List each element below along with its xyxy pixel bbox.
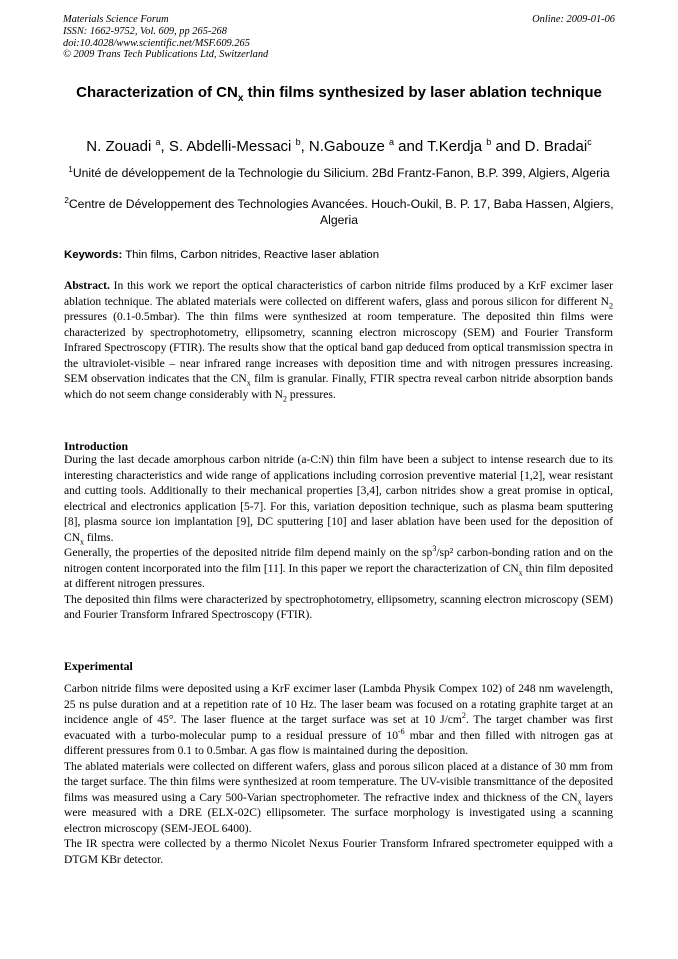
online-date: Online: 2009-01-06 xyxy=(532,14,615,25)
body-text: Carbon nitride films were deposited using a KrF excimer laser (Lambda Physik Compex 102) of 248 nm wavelength, 25 ns pulse duration and at a repetition rate of 10 Hz. The laser beam was focused on a rotating graphite target at an incidence angle of 45°. The laser fluence at the target surface was set at 10 J/cm xyxy=(64,683,613,726)
subscript: x xyxy=(246,378,251,388)
abstract-label: Abstract. xyxy=(64,280,110,292)
exp-paragraph-3: The IR spectra were collected by a thermo Nicolet Nexus Fourier Transform Infrared spectrometer equipped with a DTGM KBr detector. xyxy=(64,838,613,866)
affiliation-1 xyxy=(63,162,615,182)
author-separator: , xyxy=(160,138,169,155)
superscript: -6 xyxy=(397,726,405,736)
affiliation-2 xyxy=(63,193,615,228)
keywords-label: Keywords: xyxy=(64,249,123,261)
author-affil-mark: a xyxy=(155,137,161,147)
introduction-body xyxy=(64,453,613,624)
body-text: The ablated materials were collected on different wafers, glass and porous silicon placed at a distance of 30 mm from the target surface. The thin films were synthesized at room temperature. The UV-visible transmittance of the deposited films was measured using a Cary 500-Varian spectrophometer. The refractive index and thickness of the CN xyxy=(64,760,613,804)
subscript: 2 xyxy=(283,393,288,403)
introduction-heading: Introduction xyxy=(64,439,129,453)
exp-paragraph-2 xyxy=(64,760,613,838)
intro-paragraph-2 xyxy=(64,546,613,593)
body-text: /sp² carbon-bonding ration and on the nitrogen content incorporated into the film [11]. In this paper we report the characterization of CN xyxy=(64,547,613,575)
abstract-text: In this work we report the optical characteristics of carbon nitride films produced by a KrF excimer laser ablation technique. The ablated materials were collected on different wafers, glass and porous silicon for different N xyxy=(64,280,613,308)
subscript: x xyxy=(518,567,523,577)
author-5 xyxy=(525,138,592,155)
author-list xyxy=(50,132,628,157)
subscript: 2 xyxy=(609,300,613,310)
title-text-2: thin films synthesized by laser ablation technique xyxy=(243,84,602,101)
keywords-text: Thin films, Carbon nitrides, Reactive laser ablation xyxy=(122,249,380,261)
author-name: D. Bradai xyxy=(524,138,588,155)
journal-header xyxy=(63,14,615,61)
author-affil-mark: c xyxy=(587,137,592,147)
body-text: mbar and then filled with nitrogen gas at different pressures from 0.1 to 0.5mbar. A gas flow is maintained during the deposition. xyxy=(64,729,613,757)
superscript: 3 xyxy=(432,544,437,554)
body-text: films. xyxy=(84,531,114,544)
author-1 xyxy=(86,138,169,155)
superscript: 2 xyxy=(461,711,466,721)
body-text: . The target chamber was first evacuated with a turbo-molecular pump to a residual pressure of 10 xyxy=(64,714,613,742)
issn-line: ISSN: 1662-9752, Vol. 609, pp 265-268 xyxy=(63,25,227,37)
affiliation-text: Centre de Développement des Technologies Avancées. Houch-Oukil, B. P. 17, Baba Hassen, Algiers, Algeria xyxy=(68,197,614,227)
exp-paragraph-1 xyxy=(64,682,613,760)
body-text: thin film deposited at different nitrogen pressures. xyxy=(64,562,613,590)
author-4 xyxy=(427,138,525,155)
subscript: x xyxy=(577,796,582,806)
author-name: T.Kerdja xyxy=(427,138,487,155)
doi-line: doi:10.4028/www.scientific.net/MSF.609.265 xyxy=(63,37,250,49)
body-text: Generally, the properties of the deposited nitride film depend mainly on the sp xyxy=(64,547,433,559)
author-separator: and xyxy=(491,138,525,155)
body-text: layers were measured with a DRE (ELX-02C) ellipsometer. The surface morphology is investigated using a scanning electron microscopy (SEM-JEOL 6400). xyxy=(64,791,613,835)
copyright-line: © 2009 Trans Tech Publications Ltd, Switzerland xyxy=(63,49,269,61)
journal-name: Materials Science Forum xyxy=(63,14,169,25)
experimental-heading: Experimental xyxy=(64,659,133,673)
author-name: S. Abdelli-Messaci xyxy=(168,138,296,155)
keywords xyxy=(64,248,615,262)
author-separator: and xyxy=(393,138,428,155)
author-affil-mark: b xyxy=(295,137,301,147)
abstract-paragraph xyxy=(64,279,613,403)
author-affil-mark: a xyxy=(388,137,394,147)
author-separator: , xyxy=(300,138,309,155)
abstract-text: pressures. xyxy=(287,388,336,401)
experimental-body xyxy=(64,682,613,868)
author-name: N. Zouadi xyxy=(86,138,156,155)
author-2 xyxy=(169,138,309,155)
affiliation-mark: 2 xyxy=(64,196,69,205)
affiliation-mark: 1 xyxy=(68,165,73,174)
intro-paragraph-1 xyxy=(64,453,613,546)
author-name: N.Gabouze xyxy=(308,138,389,155)
author-affil-mark: b xyxy=(486,137,492,147)
abstract-text: film is granular. Finally, FTIR spectra reveal carbon nitride absorption bands which do not seem change considerably with N xyxy=(64,373,613,401)
title-text: Characterization of CN xyxy=(76,84,238,101)
affiliation-text: Unité de développement de la Technologie du Silicium. 2Bd Frantz-Fanon, B.P. 399, Algiers, Algeria xyxy=(72,166,610,181)
author-3 xyxy=(309,138,427,155)
title-subscript: x xyxy=(237,93,244,104)
body-text: During the last decade amorphous carbon nitride (a-C:N) thin film have been a subject to intense research due to its interesting characteristics and wide range of applications including corrosion preventive material [1,2], wear resistant and cutting tools. Additionally to their mechanical properties [3,4], carbon nitrides show a great promise in optical, electrical and electronics application [5-7]. For this, variation deposition technique, such as plasma beam sputtering [8], plasma source ion implantation [9], DC sputtering [10] and laser ablation have been used for the deposition of CN xyxy=(64,454,613,544)
paper-title xyxy=(63,80,615,112)
intro-paragraph-3: The deposited thin films were characterized by spectrophotometry, ellipsometry, scanning electron microscopy (SEM) and Fourier Transform Infrared Spectroscopy (FTIR). xyxy=(64,593,613,621)
subscript: x xyxy=(80,536,85,546)
abstract-text: pressures (0.1-0.5mbar). The thin films were synthesized at room temperature. The deposited thin films were characterized by spectrophotometry, ellipsometry, scanning electron microscopy (SEM) and Fourier Transform Infrared Spectroscopy (FTIR). The results show that the optical band gap deduced from optical transmission spectra in the ultraviolet-visible – near infrared range increases with deposition time and with nitrogen pressures increasing. SEM observation indicates that the CN xyxy=(64,311,613,385)
